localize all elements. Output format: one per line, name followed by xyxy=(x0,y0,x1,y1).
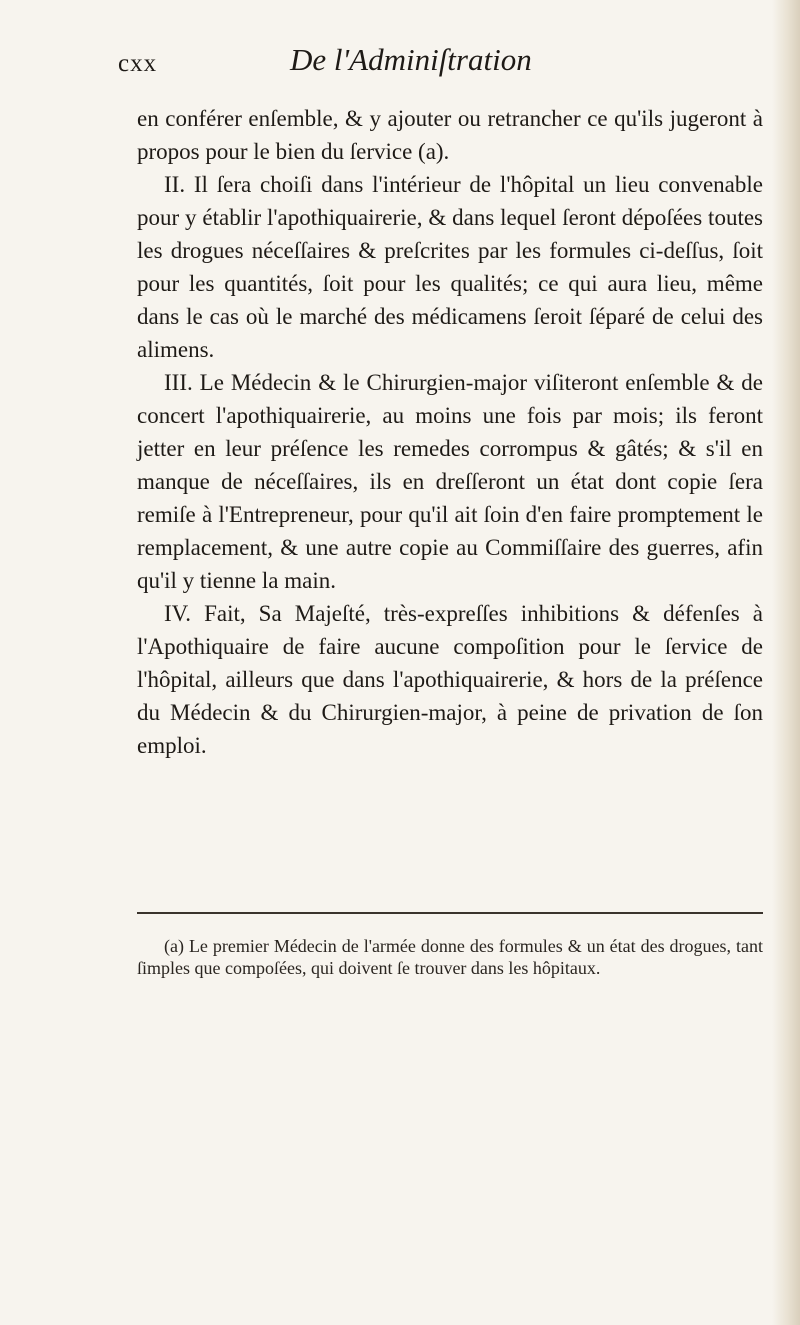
page-header xyxy=(118,42,718,82)
paragraph-article-2: II. Il ſera choiſi dans l'intérieur de l'hôpital un lieu convenable pour y établir l'apothiquairerie, & dans lequel ſeront dépoſées toutes les drogues néceſſaires & preſcrites par les formules ci-deſſus, ſoit pour les quantités, ſoit pour les qualités; ce qui aura lieu, même dans le cas où le marché des médicamens ſeroit ſéparé de celui des alimens. xyxy=(137,172,763,362)
paragraph-article-4: IV. Fait, Sa Majeſté, très-expreſſes inhibitions & défenſes à l'Apothiquaire de faire aucune compoſition pour le ſervice de l'hôpital, ailleurs que dans l'apothiquairerie, & hors de la préſence du Médecin & du Chirurgien-major, à peine de privation de ſon emploi. xyxy=(137,601,763,758)
main-text xyxy=(137,102,763,762)
page-edge-shadow xyxy=(772,0,800,1325)
running-title: De l'Adminiſtration xyxy=(290,42,532,77)
footnote xyxy=(137,935,763,979)
paragraph-article-3: III. Le Médecin & le Chirurgien-major viſiteront enſemble & de concert l'apothiquairerie, au moins une fois par mois; ils feront jetter en leur préſence les remedes corrompus & gâtés; & s'il en manque de néceſſaires, ils en dreſſeront un état dont copie ſera remiſe à l'Entrepreneur, pour qu'il ait ſoin d'en faire promptement le remplacement, & une autre copie au Commiſſaire des guerres, afin qu'il y tienne la main. xyxy=(137,370,763,593)
footnote-rule xyxy=(137,912,763,914)
paragraph-continuation: en conférer enſemble, & y ajouter ou retrancher ce qu'ils jugeront à propos pour le bien du ſervice (a). xyxy=(137,106,763,164)
page-number: cxx xyxy=(118,50,158,77)
footnote-text: (a) Le premier Médecin de l'armée donne des formules & un état des drogues, tant ſimples que compoſées, qui doivent ſe trouver dans les hôpitaux. xyxy=(137,936,763,978)
